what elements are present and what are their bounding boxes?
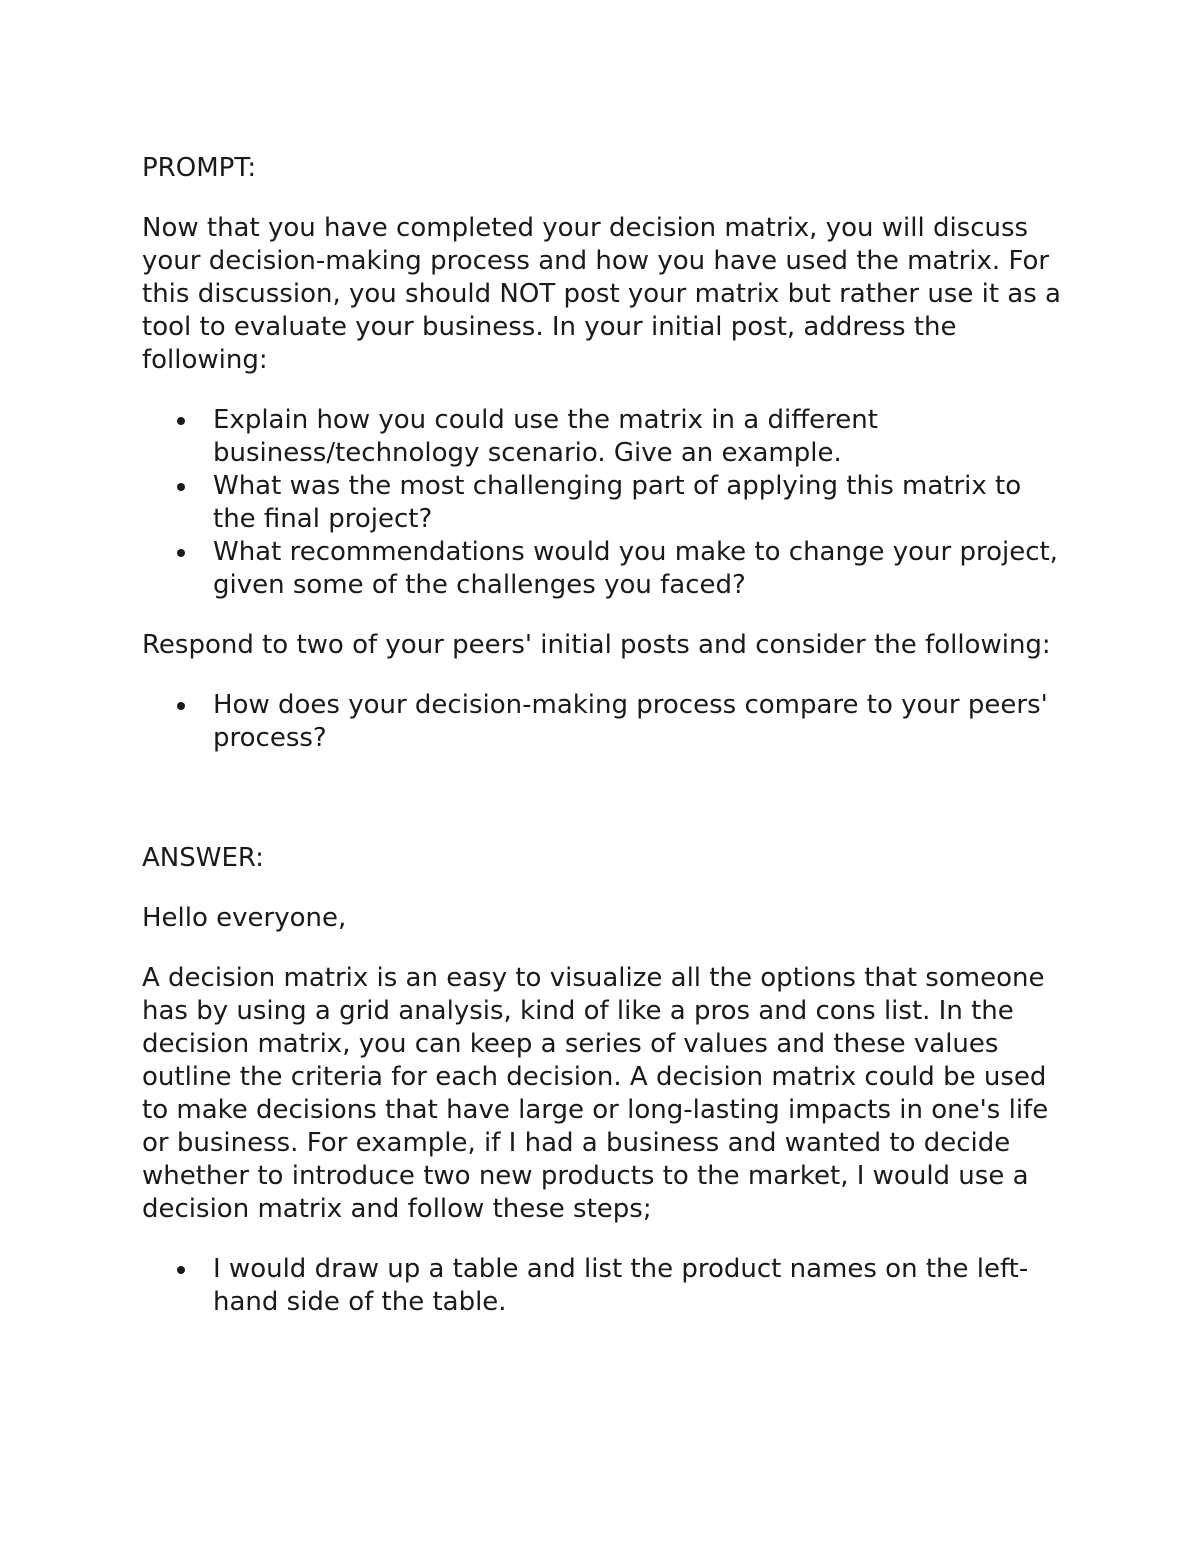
answer-greeting: Hello everyone, bbox=[142, 903, 347, 933]
answer-heading: ANSWER: bbox=[142, 843, 264, 873]
prompt-respond: Respond to two of your peers' initial posts and consider the following: bbox=[142, 630, 1051, 660]
respond-bullet-item: How does your decision-making process compare to your peers' process? bbox=[142, 689, 1062, 755]
prompt-bullet-item: Explain how you could use the matrix in a different business/technology scenario. Give an example. bbox=[142, 404, 1062, 470]
answer-body: A decision matrix is an easy to visualize all the options that someone has by using a grid analysis, kind of like a pros and cons list. In the decision matrix, you can keep a series of values and these values outline the criteria for each decision. A decision matrix could be used to make decisions that have large or long-lasting impacts in one's life or business. For example, if I had a business and wanted to decide whether to introduce two new products to the market, I would use a decision matrix and follow these steps; bbox=[142, 963, 1049, 1224]
respond-bullet-list bbox=[142, 689, 1062, 755]
prompt-bullet-item: What recommendations would you make to change your project, given some of the challenges you faced? bbox=[142, 536, 1062, 602]
answer-bullet-item: I would draw up a table and list the product names on the left-hand side of the table. bbox=[142, 1253, 1062, 1319]
prompt-intro: Now that you have completed your decision matrix, you will discuss your decision-making process and how you have used the matrix. For this discussion, you should NOT post your matrix but rather use it as a tool to evaluate your business. In your initial post, address the following: bbox=[142, 213, 1061, 375]
prompt-bullet-item: What was the most challenging part of applying this matrix to the final project? bbox=[142, 470, 1062, 536]
answer-bullet-list bbox=[142, 1253, 1062, 1319]
section-spacer bbox=[142, 782, 1062, 842]
document-page bbox=[142, 152, 1062, 1346]
prompt-bullet-list bbox=[142, 404, 1062, 602]
prompt-heading: PROMPT: bbox=[142, 153, 257, 183]
